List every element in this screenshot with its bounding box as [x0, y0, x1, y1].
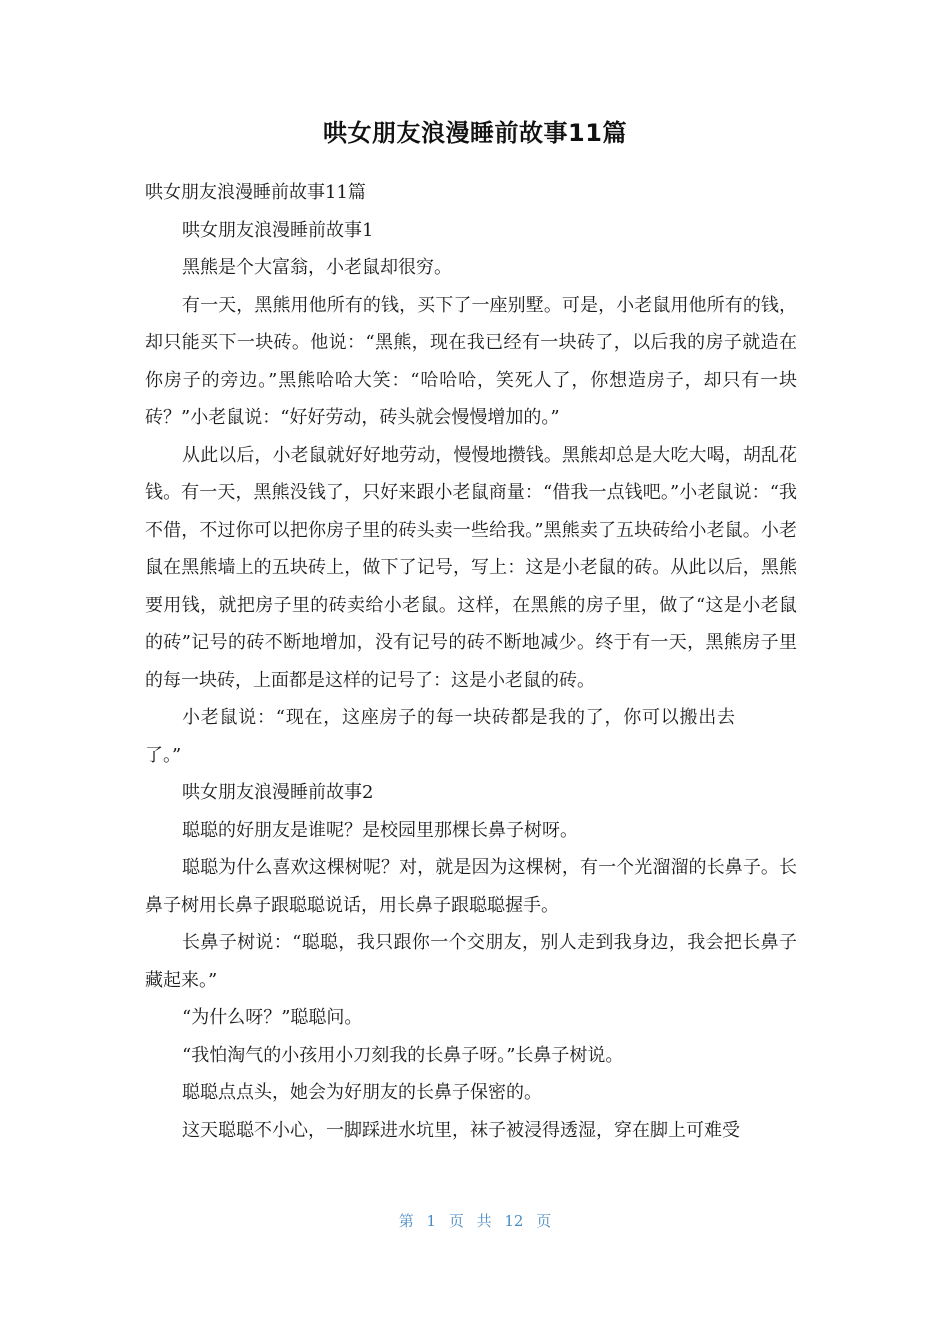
- paragraph: “我怕淘气的小孩用小刀刻我的长鼻子呀。”长鼻子树说。: [182, 1044, 624, 1066]
- paragraph-heading: 哄女朋友浪漫睡前故事11篇: [145, 182, 366, 203]
- paragraph: 长鼻子树说：“聪聪，我只跟你一个交朋友，别人走到我身边，我会把长鼻子藏起来。”: [145, 932, 797, 991]
- paragraph: 小老鼠说：“现在，这座房子的每一块砖都是我的了，你可以搬出去了。”: [145, 707, 735, 766]
- story-1-heading: 哄女朋友浪漫睡前故事1: [182, 219, 374, 241]
- paragraph: 黑熊是个大富翁，小老鼠却很穷。: [182, 257, 452, 278]
- paragraph: “为什么呀？”聪聪问。: [182, 1007, 363, 1028]
- document-body: [145, 174, 797, 1149]
- page-number-label: 第 1 页 共 12 页: [398, 1212, 552, 1230]
- story-2-heading: 哄女朋友浪漫睡前故事2: [182, 782, 374, 803]
- document-title: 哄女朋友浪漫睡前故事11篇: [323, 119, 627, 147]
- paragraph: 聪聪点点头，她会为好朋友的长鼻子保密的。: [182, 1082, 542, 1103]
- paragraph: 聪聪为什么喜欢这棵树呢？对，就是因为这棵树，有一个光溜溜的长鼻子。长鼻子树用长鼻子跟聪聪说话，用长鼻子跟聪聪握手。: [145, 857, 797, 916]
- paragraph: 从此以后，小老鼠就好好地劳动，慢慢地攒钱。黑熊却总是大吃大喝，胡乱花钱。有一天，黑熊没钱了，只好来跟小老鼠商量：“借我一点钱吧。”小老鼠说：“我不借，不过你可以把你房子里的砖头卖一些给我。”黑熊卖了五块砖给小老鼠。小老鼠在黑熊墙上的五块砖上，做下了记号，写上：这是小老鼠的砖。从此以后，黑熊要用钱，就把房子里的砖卖给小老鼠。这样，在黑熊的房子里，做了“这是小老鼠的砖”记号的砖不断地增加，没有记号的砖不断地减少。终于有一天，黑熊房子里的每一块砖，上面都是这样的记号了：这是小老鼠的砖。: [145, 444, 797, 691]
- page-footer: [0, 1209, 950, 1233]
- paragraph: 这天聪聪不小心，一脚踩进水坑里，袜子被浸得透湿，穿在脚上可难受: [182, 1119, 740, 1141]
- paragraph: 聪聪的好朋友是谁呢？是校园里那棵长鼻子树呀。: [182, 819, 578, 841]
- paragraph: 有一天，黑熊用他所有的钱，买下了一座别墅。可是，小老鼠用他所有的钱，却只能买下一块砖。他说：“黑熊，现在我已经有一块砖了，以后我的房子就造在你房子的旁边。”黑熊哈哈大笑：“哈哈哈，笑死人了，你想造房子，却只有一块砖？”小老鼠说：“好好劳动，砖头就会慢慢增加的。”: [145, 294, 797, 428]
